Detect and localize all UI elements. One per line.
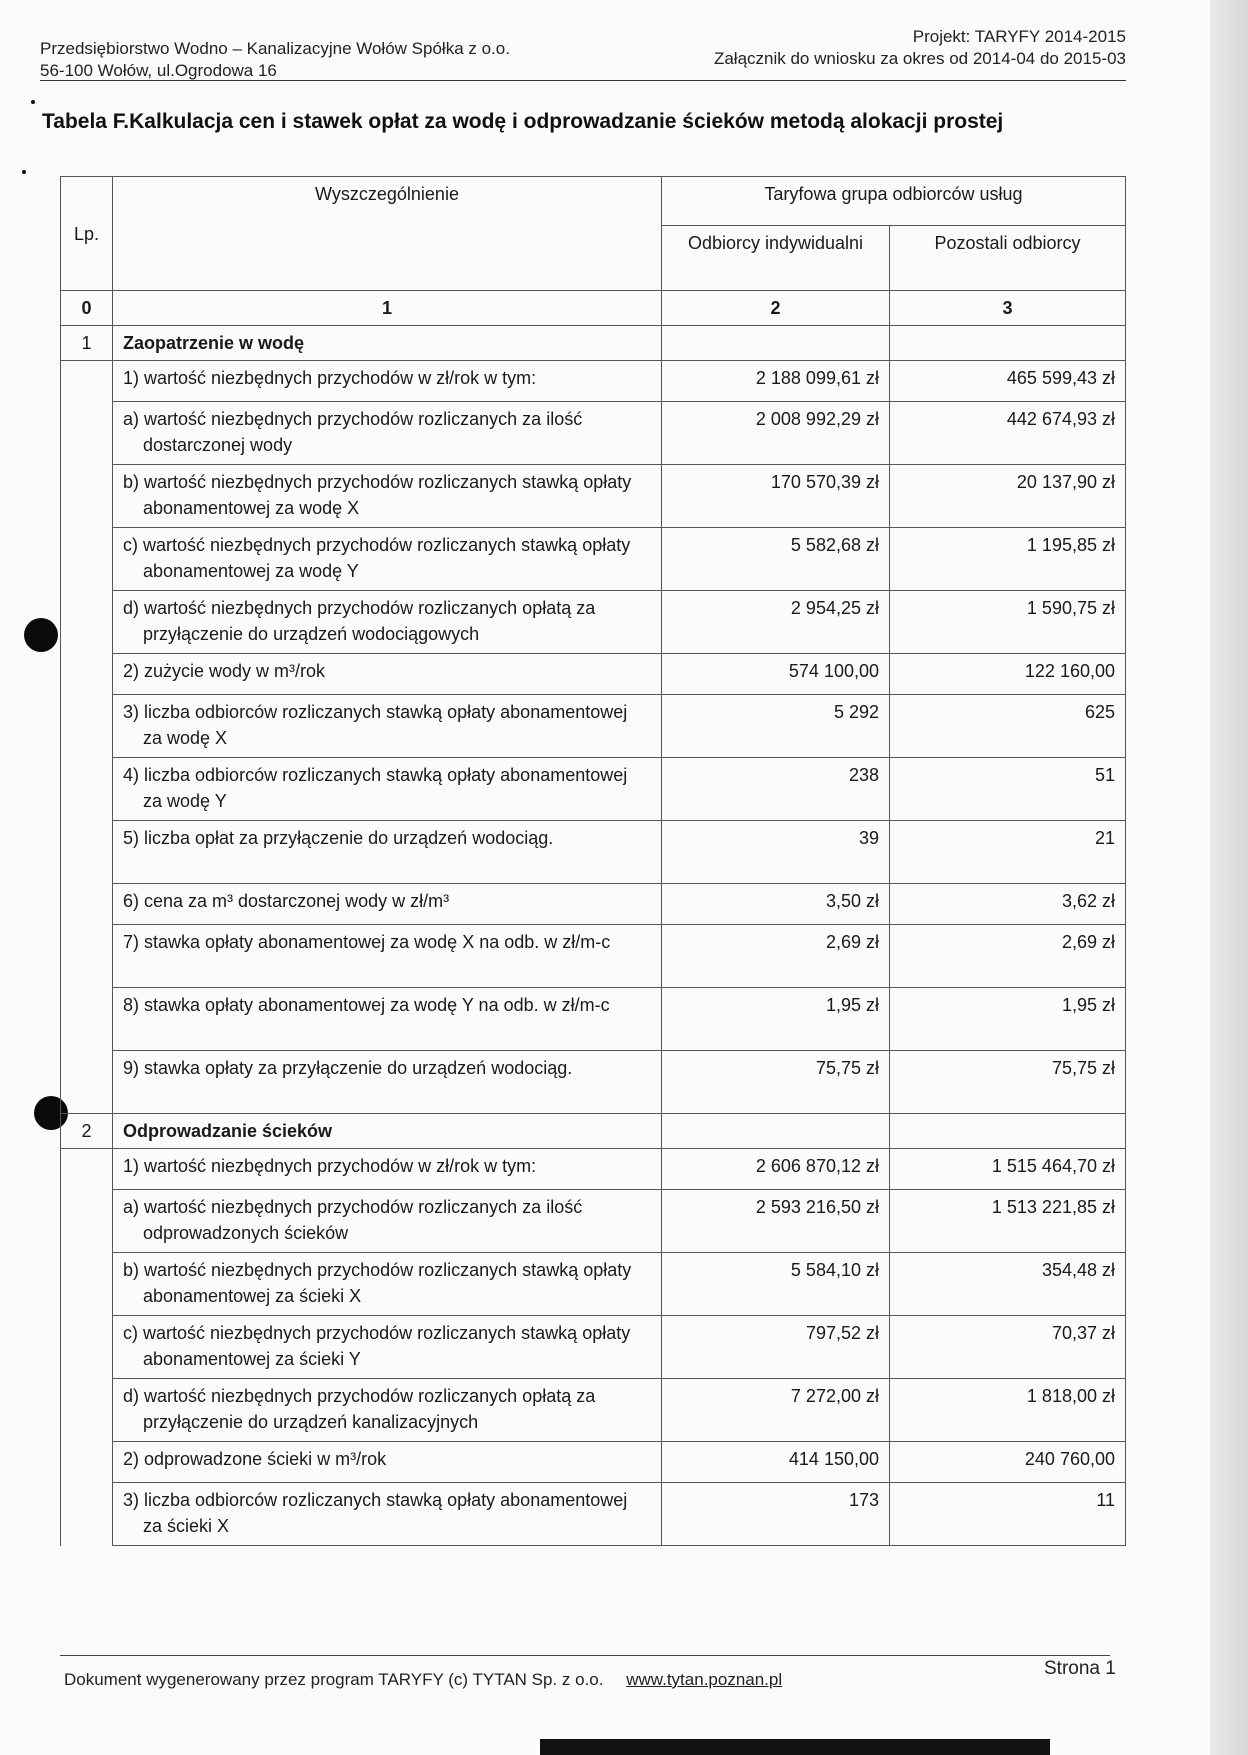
project-name: Projekt: TARYFY 2014-2015 bbox=[912, 27, 1126, 46]
row-label-text: 2) odprowadzone ścieki w m³/rok bbox=[123, 1449, 387, 1469]
lp-blank-cell bbox=[61, 758, 113, 821]
lp-blank-cell bbox=[61, 528, 113, 591]
value-other: 354,48 zł bbox=[890, 1253, 1126, 1316]
table-row bbox=[61, 884, 1126, 925]
row-label bbox=[113, 1051, 662, 1114]
value-individual: 2 954,25 zł bbox=[662, 591, 890, 654]
row-label bbox=[113, 1483, 662, 1546]
project-header bbox=[714, 26, 1126, 70]
value-other: 20 137,90 zł bbox=[890, 465, 1126, 528]
lp-blank-cell bbox=[61, 1190, 113, 1253]
row-label bbox=[113, 528, 662, 591]
value-individual: 173 bbox=[662, 1483, 890, 1546]
row-label-text: 3) liczba odbiorców rozliczanych stawką opłaty abonamentowej za ścieki X bbox=[123, 1490, 628, 1536]
row-label-text: 1) wartość niezbędnych przychodów w zł/rok w tym: bbox=[123, 368, 537, 388]
row-label bbox=[113, 465, 662, 528]
scan-edge-right bbox=[1210, 0, 1248, 1755]
value-individual: 5 292 bbox=[662, 695, 890, 758]
lp-blank-cell bbox=[61, 1316, 113, 1379]
col-group-header: Taryfowa grupa odbiorców usług bbox=[662, 177, 1126, 226]
row-label-text: 3) liczba odbiorców rozliczanych stawką opłaty abonamentowej za wodę X bbox=[123, 702, 628, 748]
section-title: Zaopatrzenie w wodę bbox=[113, 326, 662, 361]
lp-blank-cell bbox=[61, 1442, 113, 1483]
index-row bbox=[61, 291, 1126, 326]
scan-speck-icon bbox=[31, 100, 35, 104]
footer-credits bbox=[64, 1670, 782, 1690]
row-label-text: c) wartość niezbędnych przychodów rozliczanych stawką opłaty abonamentowej za wodę Y bbox=[123, 535, 631, 581]
empty-cell bbox=[890, 326, 1126, 361]
value-individual: 797,52 zł bbox=[662, 1316, 890, 1379]
row-label bbox=[113, 1190, 662, 1253]
row-label bbox=[113, 925, 662, 988]
row-label bbox=[113, 758, 662, 821]
value-other: 2,69 zł bbox=[890, 925, 1126, 988]
lp-blank-cell bbox=[61, 884, 113, 925]
value-other: 51 bbox=[890, 758, 1126, 821]
value-other: 1 195,85 zł bbox=[890, 528, 1126, 591]
value-other: 3,62 zł bbox=[890, 884, 1126, 925]
row-label bbox=[113, 695, 662, 758]
value-other: 465 599,43 zł bbox=[890, 361, 1126, 402]
value-other: 1 818,00 zł bbox=[890, 1379, 1126, 1442]
lp-blank-cell bbox=[61, 1483, 113, 1546]
table-row bbox=[61, 361, 1126, 402]
value-other: 442 674,93 zł bbox=[890, 402, 1126, 465]
row-label-text: b) wartość niezbędnych przychodów rozliczanych stawką opłaty abonamentowej za wodę X bbox=[123, 472, 632, 518]
table-row bbox=[61, 988, 1126, 1051]
section-lp: 1 bbox=[61, 326, 113, 361]
table-row bbox=[61, 1051, 1126, 1114]
table-row bbox=[61, 465, 1126, 528]
empty-cell bbox=[890, 1114, 1126, 1149]
row-label-text: 4) liczba odbiorców rozliczanych stawką opłaty abonamentowej za wodę Y bbox=[123, 765, 628, 811]
value-individual: 170 570,39 zł bbox=[662, 465, 890, 528]
lp-blank-cell bbox=[61, 988, 113, 1051]
value-individual: 3,50 zł bbox=[662, 884, 890, 925]
footer-url-link[interactable]: www.tytan.poznan.pl bbox=[626, 1670, 783, 1689]
table-row bbox=[61, 1149, 1126, 1190]
row-label-text: 7) stawka opłaty abonamentowej za wodę X na odb. w zł/m-c bbox=[123, 932, 611, 952]
row-label-text: 1) wartość niezbędnych przychodów w zł/rok w tym: bbox=[123, 1156, 537, 1176]
value-individual: 39 bbox=[662, 821, 890, 884]
value-other: 1 590,75 zł bbox=[890, 591, 1126, 654]
table-title: Tabela F.Kalkulacja cen i stawek opłat za wodę i odprowadzanie ścieków metodą alokacji prostej bbox=[42, 110, 1004, 133]
company-header bbox=[40, 38, 510, 82]
index-cell: 1 bbox=[113, 291, 662, 326]
row-label-text: 9) stawka opłaty za przyłączenie do urządzeń wodociąg. bbox=[123, 1058, 573, 1078]
lp-blank-cell bbox=[61, 402, 113, 465]
value-other: 625 bbox=[890, 695, 1126, 758]
lp-blank-cell bbox=[61, 695, 113, 758]
tariff-calculation-table bbox=[60, 176, 1126, 1546]
index-cell: 0 bbox=[61, 291, 113, 326]
section-row bbox=[61, 326, 1126, 361]
index-cell: 3 bbox=[890, 291, 1126, 326]
row-label-text: c) wartość niezbędnych przychodów rozliczanych stawką opłaty abonamentowej za ścieki Y bbox=[123, 1323, 631, 1369]
table-row bbox=[61, 1253, 1126, 1316]
value-individual: 75,75 zł bbox=[662, 1051, 890, 1114]
header-row bbox=[61, 177, 1126, 226]
value-other: 11 bbox=[890, 1483, 1126, 1546]
row-label bbox=[113, 988, 662, 1051]
value-individual: 414 150,00 bbox=[662, 1442, 890, 1483]
company-name: Przedsiębiorstwo Wodno – Kanalizacyjne Wołów Spółka z o.o. bbox=[40, 39, 510, 58]
value-other: 240 760,00 bbox=[890, 1442, 1126, 1483]
value-individual: 2 188 099,61 zł bbox=[662, 361, 890, 402]
table-row bbox=[61, 591, 1126, 654]
row-label bbox=[113, 821, 662, 884]
value-other: 75,75 zł bbox=[890, 1051, 1126, 1114]
value-individual: 2 008 992,29 zł bbox=[662, 402, 890, 465]
value-individual: 7 272,00 zł bbox=[662, 1379, 890, 1442]
table-row bbox=[61, 821, 1126, 884]
row-label bbox=[113, 654, 662, 695]
value-individual: 2,69 zł bbox=[662, 925, 890, 988]
value-other: 1 515 464,70 zł bbox=[890, 1149, 1126, 1190]
table-row bbox=[61, 528, 1126, 591]
value-other: 1,95 zł bbox=[890, 988, 1126, 1051]
lp-blank-cell bbox=[61, 925, 113, 988]
scan-speck-icon bbox=[22, 170, 26, 174]
table-row bbox=[61, 654, 1126, 695]
row-label-text: 6) cena za m³ dostarczonej wody w zł/m³ bbox=[123, 891, 450, 911]
footer-generated-by: Dokument wygenerowany przez program TARYFY (c) TYTAN Sp. z o.o. bbox=[64, 1670, 604, 1689]
row-label bbox=[113, 1316, 662, 1379]
table-row bbox=[61, 1379, 1126, 1442]
table-row bbox=[61, 758, 1126, 821]
section-title: Odprowadzanie ścieków bbox=[113, 1114, 662, 1149]
company-address: 56-100 Wołów, ul.Ogrodowa 16 bbox=[40, 61, 277, 80]
table-row bbox=[61, 1483, 1126, 1546]
lp-blank-cell bbox=[61, 1379, 113, 1442]
row-label bbox=[113, 1149, 662, 1190]
value-other: 1 513 221,85 zł bbox=[890, 1190, 1126, 1253]
lp-blank-cell bbox=[61, 1149, 113, 1190]
lp-blank-cell bbox=[61, 591, 113, 654]
table-row bbox=[61, 695, 1126, 758]
row-label bbox=[113, 402, 662, 465]
col-other-header: Pozostali odbiorcy bbox=[890, 226, 1126, 291]
punch-hole-icon bbox=[24, 618, 58, 652]
col-desc-header: Wyszczególnienie bbox=[113, 177, 662, 291]
value-other: 21 bbox=[890, 821, 1126, 884]
footer-divider bbox=[60, 1655, 1110, 1656]
col-individual-header: Odbiorcy indywidualni bbox=[662, 226, 890, 291]
lp-blank-cell bbox=[61, 821, 113, 884]
value-individual: 1,95 zł bbox=[662, 988, 890, 1051]
row-label-text: 2) zużycie wody w m³/rok bbox=[123, 661, 326, 681]
attachment-period: Załącznik do wniosku za okres od 2014-04 do 2015-03 bbox=[713, 49, 1126, 68]
value-other: 70,37 zł bbox=[890, 1316, 1126, 1379]
row-label-text: 5) liczba opłat za przyłączenie do urządzeń wodociąg. bbox=[123, 828, 554, 848]
row-label-text: a) wartość niezbędnych przychodów rozliczanych za ilość dostarczonej wody bbox=[123, 409, 583, 455]
page-number: Strona 1 bbox=[1044, 1658, 1116, 1679]
value-individual: 5 582,68 zł bbox=[662, 528, 890, 591]
value-individual: 2 606 870,12 zł bbox=[662, 1149, 890, 1190]
lp-blank-cell bbox=[61, 1253, 113, 1316]
table-row bbox=[61, 402, 1126, 465]
value-individual: 238 bbox=[662, 758, 890, 821]
table-row bbox=[61, 1190, 1126, 1253]
value-other: 122 160,00 bbox=[890, 654, 1126, 695]
scan-edge-bottom bbox=[540, 1739, 1050, 1755]
row-label bbox=[113, 884, 662, 925]
row-label-text: b) wartość niezbędnych przychodów rozliczanych stawką opłaty abonamentowej za ścieki X bbox=[123, 1260, 632, 1306]
lp-blank-cell bbox=[61, 1051, 113, 1114]
table-row bbox=[61, 1442, 1126, 1483]
value-individual: 2 593 216,50 zł bbox=[662, 1190, 890, 1253]
lp-blank-cell bbox=[61, 654, 113, 695]
header-divider bbox=[40, 80, 1126, 81]
table-row bbox=[61, 925, 1126, 988]
value-individual: 5 584,10 zł bbox=[662, 1253, 890, 1316]
empty-cell bbox=[662, 326, 890, 361]
lp-blank-cell bbox=[61, 361, 113, 402]
row-label bbox=[113, 1253, 662, 1316]
value-individual: 574 100,00 bbox=[662, 654, 890, 695]
row-label-text: a) wartość niezbędnych przychodów rozliczanych za ilość odprowadzonych ścieków bbox=[123, 1197, 583, 1243]
section-row bbox=[61, 1114, 1126, 1149]
col-lp-header: Lp. bbox=[61, 177, 113, 291]
row-label-text: d) wartość niezbędnych przychodów rozliczanych opłatą za przyłączenie do urządzeń kanalizacyjnych bbox=[123, 1386, 596, 1432]
row-label-text: d) wartość niezbędnych przychodów rozliczanych opłatą za przyłączenie do urządzeń wodociągowych bbox=[123, 598, 596, 644]
lp-blank-cell bbox=[61, 465, 113, 528]
row-label bbox=[113, 361, 662, 402]
row-label bbox=[113, 1379, 662, 1442]
empty-cell bbox=[662, 1114, 890, 1149]
row-label bbox=[113, 591, 662, 654]
row-label-text: 8) stawka opłaty abonamentowej za wodę Y na odb. w zł/m-c bbox=[123, 995, 610, 1015]
index-cell: 2 bbox=[662, 291, 890, 326]
section-lp: 2 bbox=[61, 1114, 113, 1149]
table-row bbox=[61, 1316, 1126, 1379]
row-label bbox=[113, 1442, 662, 1483]
